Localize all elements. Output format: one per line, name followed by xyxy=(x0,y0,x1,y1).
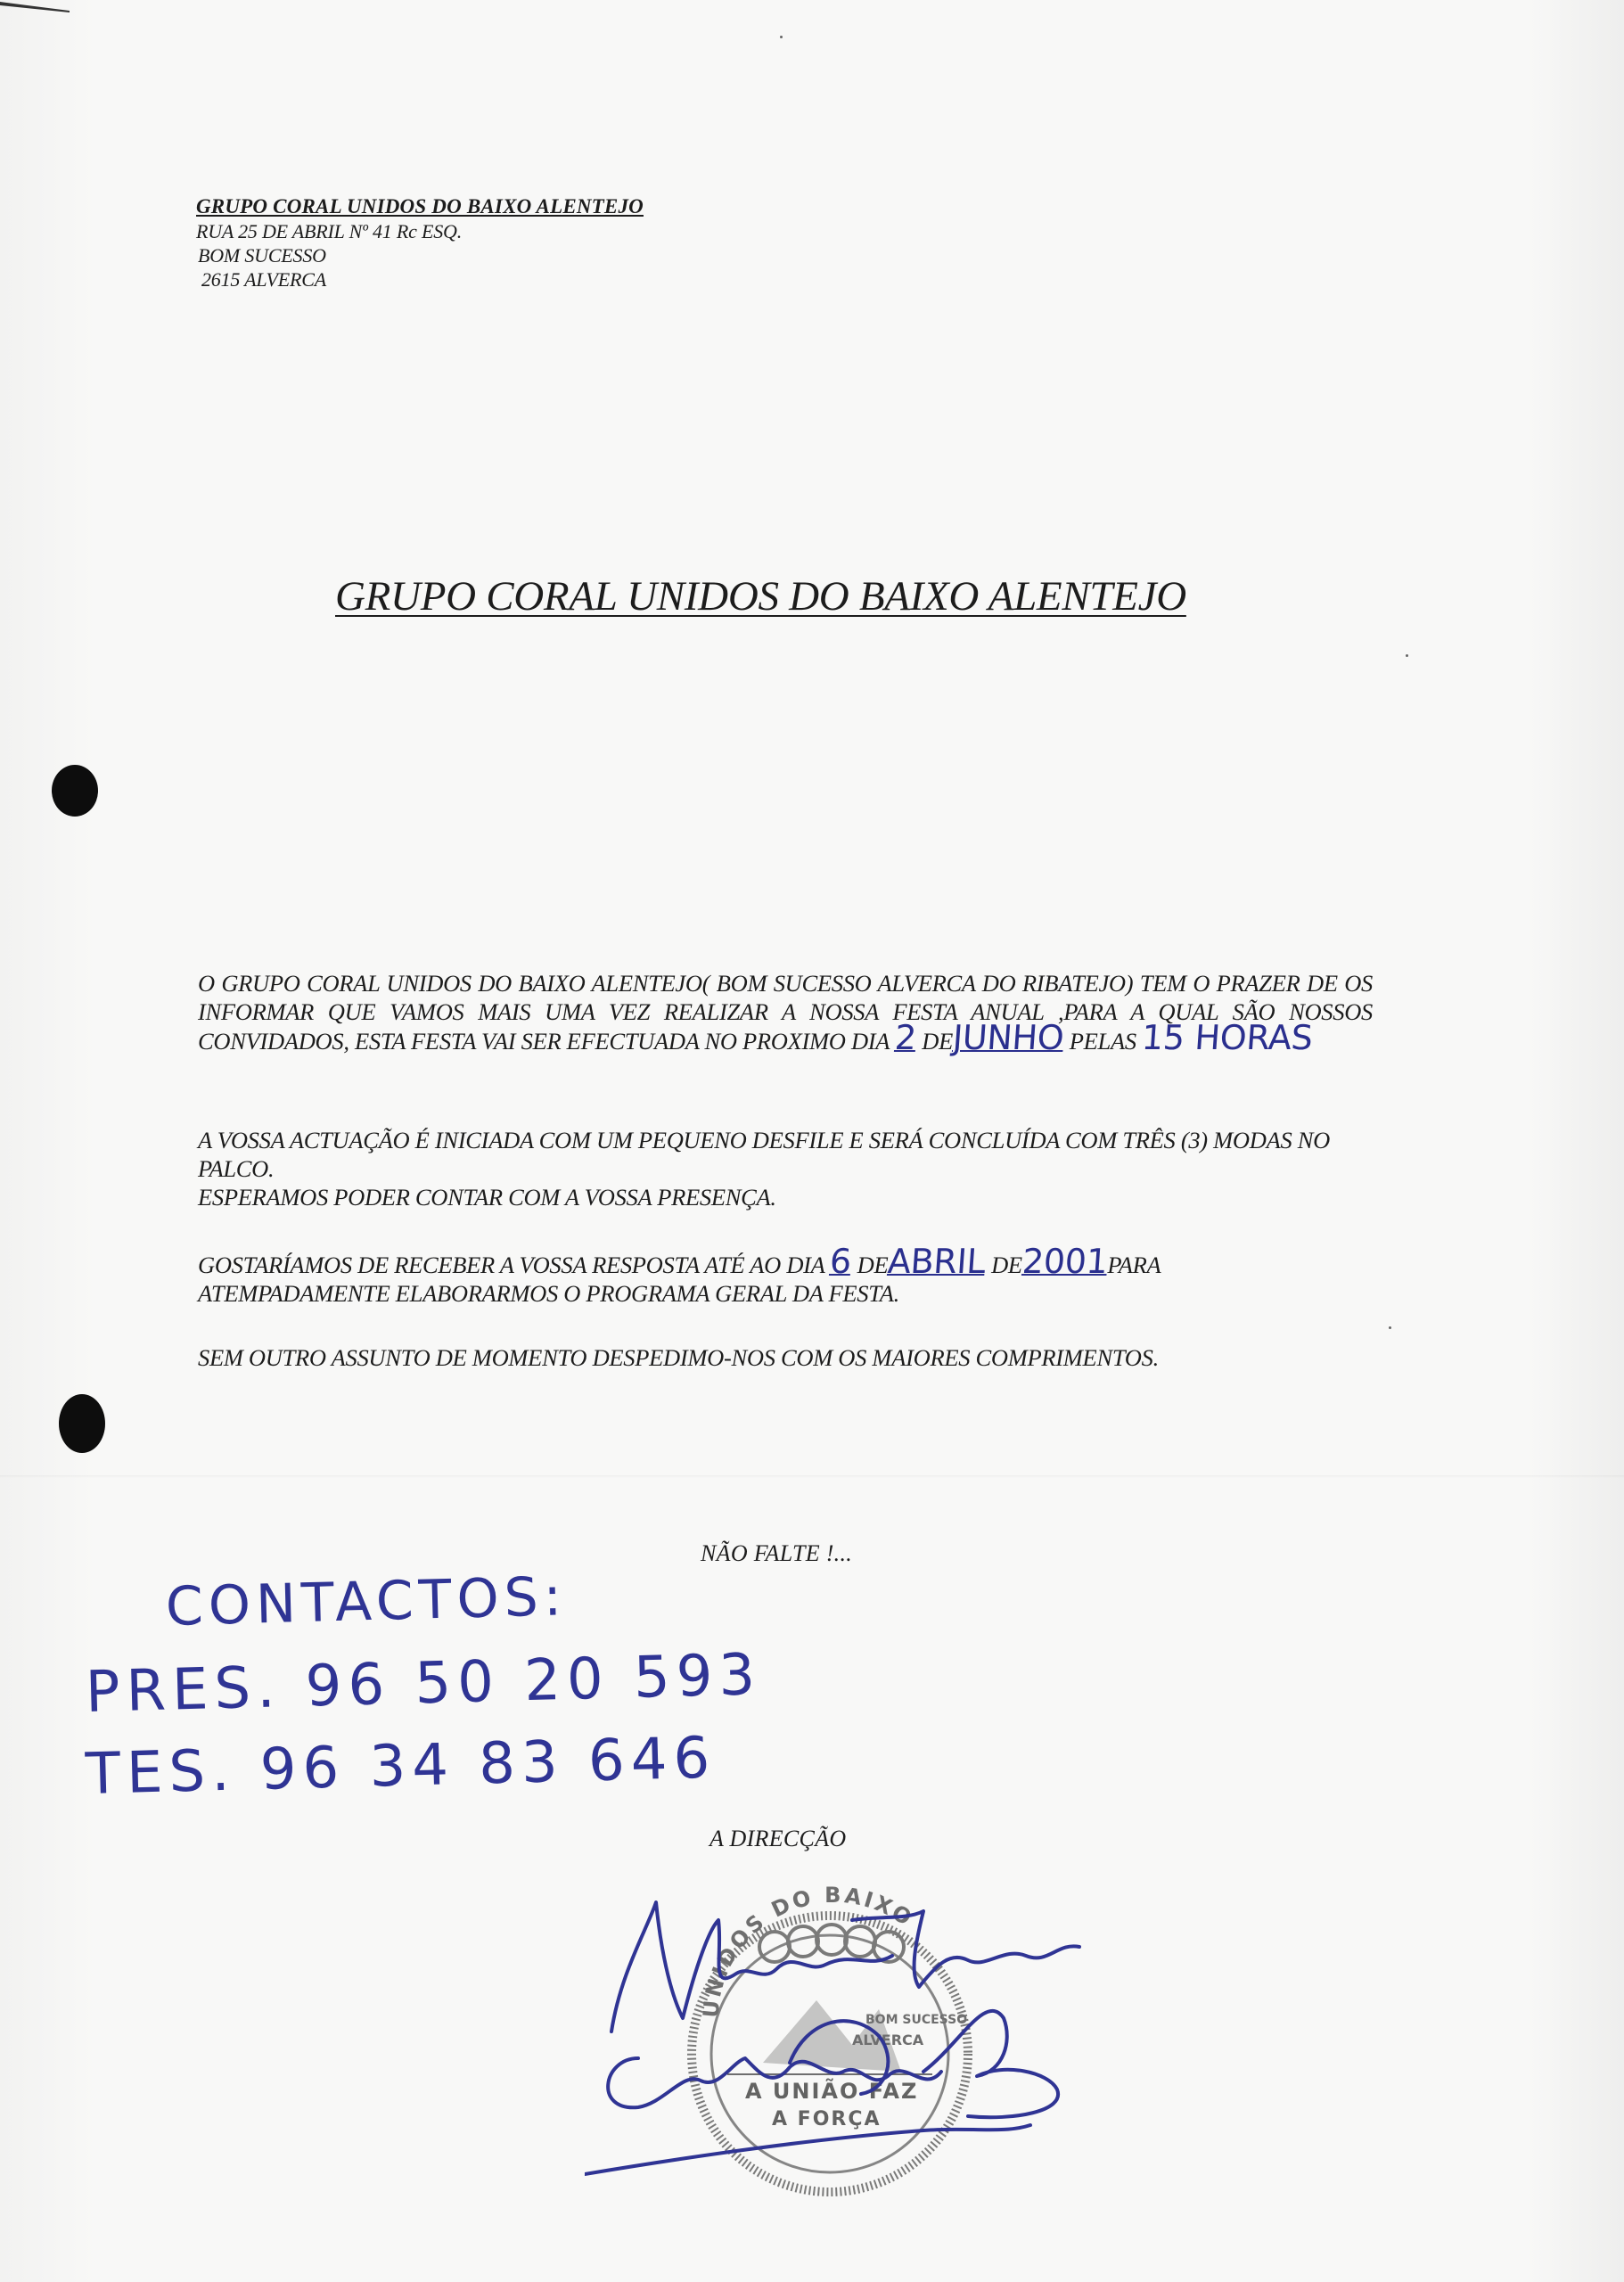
paragraph-reply xyxy=(198,1242,1373,1308)
signoff: A DIRECÇÃO xyxy=(709,1826,847,1851)
closing-line: NÃO FALTE !... xyxy=(701,1540,853,1566)
de-label: DE xyxy=(857,1252,889,1278)
speck xyxy=(1389,1326,1391,1329)
sender-address-block xyxy=(196,194,644,291)
sender-address-line: BOM SUCESSO xyxy=(198,244,326,267)
reply-text: GOSTARÍAMOS DE RECEBER A VOSSA RESPOSTA ATÉ AO DIA xyxy=(198,1252,825,1278)
pelas-label: PELAS xyxy=(1069,1028,1136,1055)
punch-hole-lower xyxy=(59,1394,105,1453)
sender-address-line: 2615 ALVERCA xyxy=(201,268,326,291)
handwritten-reply-year: 2001 xyxy=(1021,1242,1109,1281)
presence-text: ESPERAMOS PODER CONTAR COM A VOSSA PRESENÇA. xyxy=(198,1184,776,1211)
para-label: PARA xyxy=(1107,1252,1161,1278)
handwritten-month: JUNHO xyxy=(951,1018,1065,1057)
stamp-inner-text: BOM SUCESSO xyxy=(865,2013,968,2027)
paragraph-farewell xyxy=(198,1343,1373,1372)
sender-address-line: RUA 25 DE ABRIL Nº 41 Rc ESQ. xyxy=(196,220,462,242)
contact-treasurer: TES. 96 34 83 646 xyxy=(85,1725,718,1808)
de-label: DE xyxy=(991,1252,1022,1278)
stamp-motto: A FORÇA xyxy=(772,2108,882,2130)
performance-text: A VOSSA ACTUAÇÃO É INICIADA COM UM PEQUENO DESFILE E SERÁ CONCLUÍDA COM TRÊS (3) MODAS NO PALCO. xyxy=(198,1127,1330,1182)
page-corner-mark xyxy=(0,0,71,12)
stamp-motto: A UNIÃO FAZ xyxy=(745,2079,919,2104)
letter-title: GRUPO CORAL UNIDOS DO BAIXO ALENTEJO xyxy=(335,573,1186,620)
stamp-seal xyxy=(692,1883,968,2192)
speck xyxy=(780,36,783,38)
punch-hole-upper xyxy=(52,765,98,817)
de-label: DE xyxy=(922,1028,953,1055)
stamp-top-text: UNIDOS DO BAIXO xyxy=(698,1882,919,2019)
association-stamp-and-signatures xyxy=(585,1867,1084,2205)
svg-text:UNIDOS DO BAIXO xyxy=(699,1883,919,2019)
farewell-text: SEM OUTRO ASSUNTO DE MOMENTO DESPEDIMO-NOS COM OS MAIORES COMPRIMENTOS. xyxy=(198,1344,1159,1371)
contacts-heading: CONTACTOS: xyxy=(165,1565,568,1638)
paragraph-performance xyxy=(198,1126,1373,1211)
sender-org-name: GRUPO CORAL UNIDOS DO BAIXO ALENTEJO xyxy=(196,195,644,218)
reply-text-continued: ATEMPADAMENTE ELABORARMOS O PROGRAMA GERAL DA FESTA. xyxy=(198,1280,899,1307)
handwritten-day: 2 xyxy=(893,1018,918,1057)
paragraph-invitation xyxy=(198,969,1373,1055)
handwritten-reply-month: ABRIL xyxy=(886,1242,988,1281)
page-fold-line xyxy=(0,1475,1624,1478)
handwritten-reply-day: 6 xyxy=(828,1242,853,1281)
contact-president: PRES. 96 50 20 593 xyxy=(85,1642,763,1726)
handwritten-hour: 15 HORAS xyxy=(1140,1018,1315,1057)
invitation-text: O GRUPO CORAL UNIDOS DO BAIXO ALENTEJO( BOM SUCESSO ALVERCA DO RIBATEJO) TEM O PRAZER DE OS INFORMAR QUE VAMOS MAIS UMA VEZ REALIZAR A NOSSA FESTA ANUAL ,PARA A QUAL SÃO NOSSOS CONVIDADOS, ESTA FESTA VAI SER EFECTUADA NO PROXIMO DIA xyxy=(198,970,1373,1055)
speck xyxy=(1406,654,1408,657)
stamp-inner-text: ALVERCA xyxy=(852,2032,924,2048)
